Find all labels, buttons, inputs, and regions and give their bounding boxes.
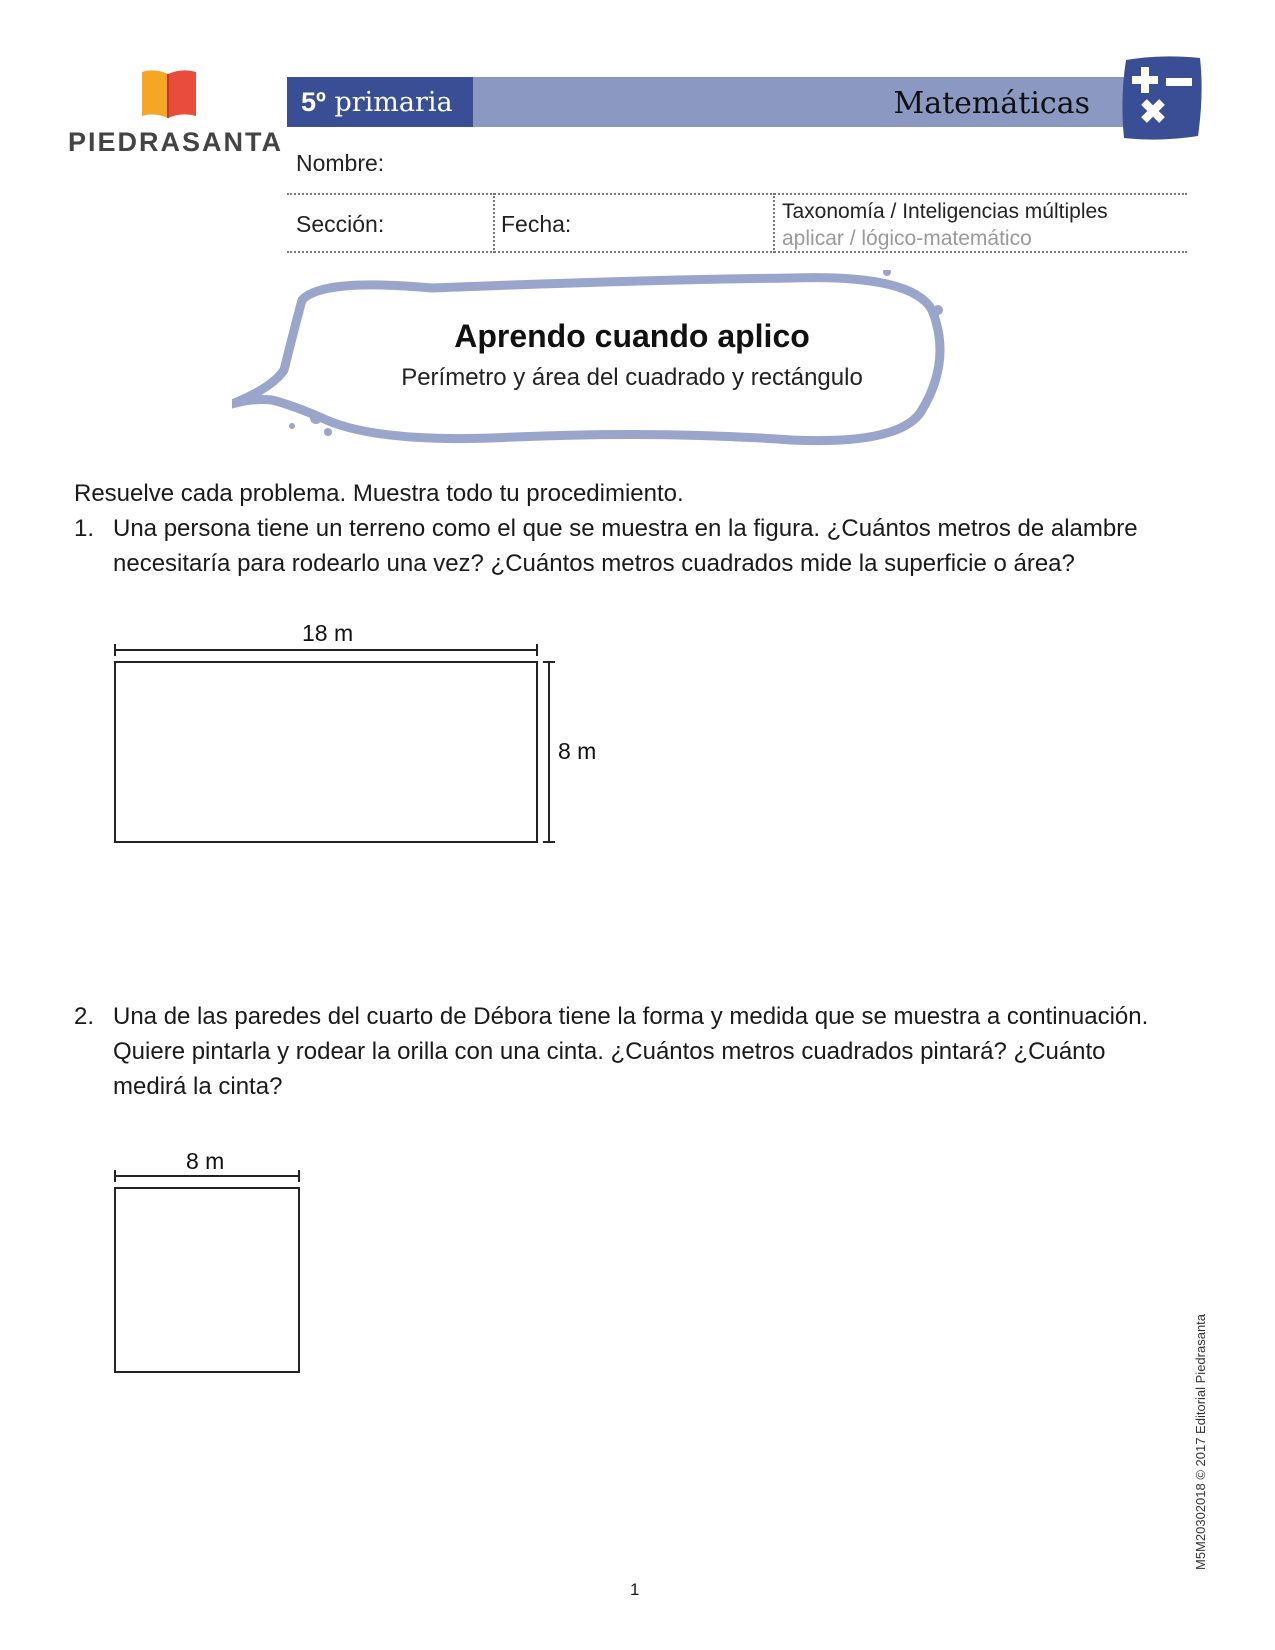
problem-1-width-label: 18 m <box>302 620 354 646</box>
piedrasanta-logo-icon <box>140 66 198 126</box>
seccion-label: Sección: <box>296 211 385 237</box>
problem-2-side-label: 8 m <box>186 1148 225 1174</box>
grade-label: primaria <box>334 87 453 118</box>
problem-1-height-label: 8 m <box>558 738 597 764</box>
problem-2-text: Una de las paredes del cuarto de Débora tiene la forma y medida que se muestra a continuación. Quiere pintarla y rodear la orilla con una cinta. ¿Cuántos metros cuadrados pintará? ¿Cuánto medirá la cinta? <box>113 1003 1149 1100</box>
nombre-label: Nombre: <box>296 150 385 176</box>
problem-1-number: 1. <box>74 515 95 542</box>
divider <box>773 193 775 253</box>
fecha-label: Fecha: <box>501 211 572 237</box>
math-operations-icon <box>1120 54 1204 142</box>
problem-1-rectangle-figure <box>100 620 620 860</box>
divider <box>287 193 1187 195</box>
divider <box>493 193 495 253</box>
subject-title: Matemáticas <box>893 86 1090 121</box>
banner-title: Aprendo cuando aplico <box>454 318 810 354</box>
problem-2-number: 2. <box>74 1003 95 1030</box>
taxonomy-heading: Taxonomía / Inteligencias múltiples <box>782 200 1108 223</box>
banner-subtitle: Perímetro y área del cuadrado y rectángulo <box>401 364 863 391</box>
problem-2-square-figure <box>100 1150 320 1390</box>
logo-text: PIEDRASANTA <box>68 127 284 157</box>
instructions: Resuelve cada problema. Muestra todo tu procedimiento. <box>74 480 684 507</box>
taxonomy-values: aplicar / lógico-matemático <box>782 227 1032 250</box>
problem-1-text: Una persona tiene un terreno como el que se muestra en la figura. ¿Cuántos metros de alambre necesitaría para rodearlo una vez? ¿Cuántos metros cuadrados mide la superficie o área? <box>113 515 1138 577</box>
copyright-text: M5M20302018 © 2017 Editorial Piedrasanta <box>1193 1313 1208 1570</box>
grade-number: 5º <box>301 87 326 117</box>
page-number: 1 <box>630 1580 640 1599</box>
divider <box>287 251 1187 253</box>
grade-badge <box>287 77 473 127</box>
